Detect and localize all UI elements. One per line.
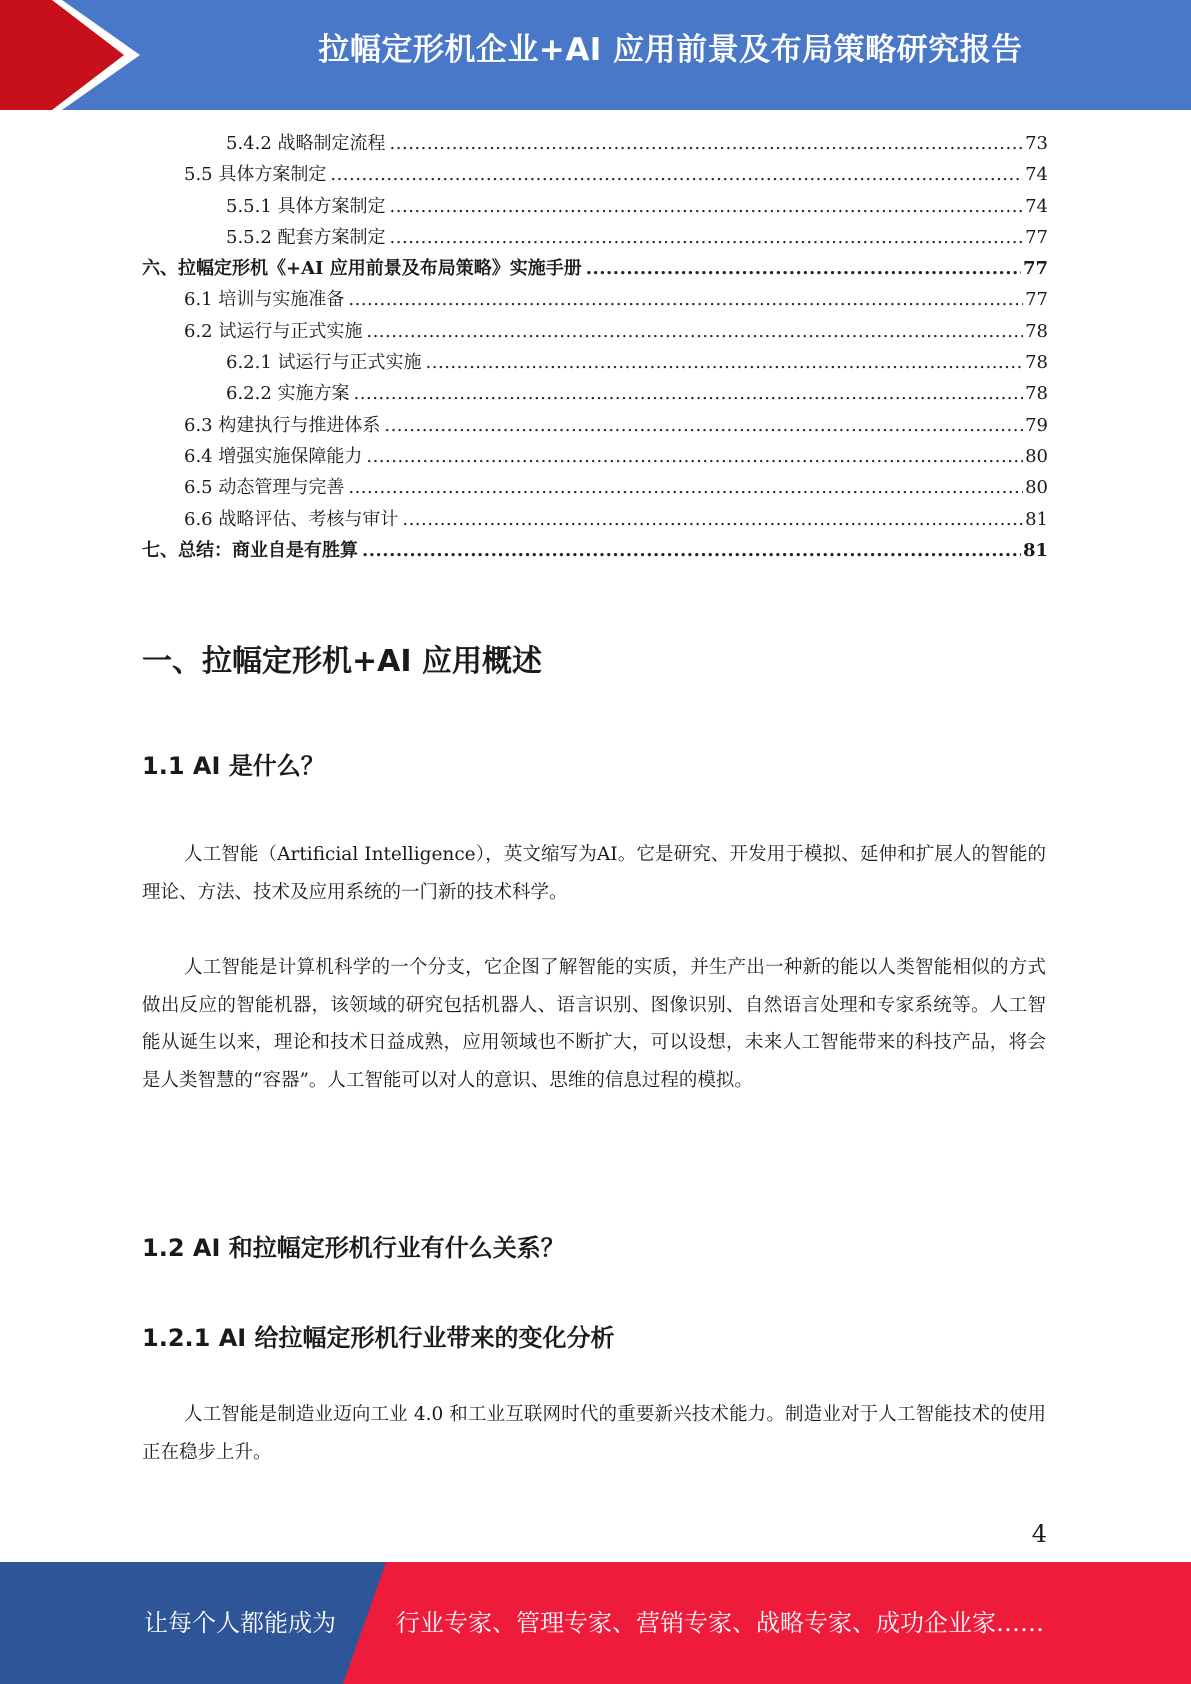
toc-entry-label: 6.3 构建执行与推进体系 (184, 414, 381, 436)
subsection-heading-1-2-1: 1.2.1 AI 给拉幅定形机行业带来的变化分析 (142, 1324, 615, 1352)
toc-dot-leader (348, 472, 1023, 503)
paragraph-ai-branch: 人工智能是计算机科学的一个分支，它企图了解智能的实质，并生产出一种新的能以人类智能相似的方式做出反应的智能机器，该领域的研究包括机器人、语言识别、图像识别、自然语言处理和专家系统等。人工智能从诞生以来，理论和技术日益成熟，应用领域也不断扩大，可以设想，未来人工智能带来的科技产品，将会是人类智慧的“容器”。人工智能可以对人的意识、思维的信息过程的模拟。 (142, 957, 1046, 1091)
toc-entry-page: 78 (1025, 383, 1048, 405)
toc-entry-page: 78 (1025, 352, 1048, 374)
toc-dot-leader (586, 253, 1021, 284)
toc-dot-leader (354, 378, 1024, 409)
toc-entry[interactable] (142, 316, 1048, 347)
toc-entry-label: 6.1 培训与实施准备 (184, 289, 345, 311)
toc-entry[interactable] (142, 504, 1048, 535)
section-heading-1: 一、拉幅定形机+AI 应用概述 (142, 644, 542, 679)
footer-slogan-left: 让每个人都能成为 (144, 1609, 336, 1637)
toc-entry-label: 六、拉幅定形机《+AI 应用前景及布局策略》实施手册 (142, 258, 582, 280)
toc-entry[interactable] (142, 284, 1048, 315)
toc-entry[interactable] (142, 253, 1048, 284)
toc-entry-label: 6.4 增强实施保障能力 (184, 445, 363, 467)
toc-entry-label: 6.2.1 试运行与正式实施 (226, 352, 422, 374)
toc-entry[interactable] (142, 378, 1048, 409)
toc-entry[interactable] (142, 128, 1048, 159)
toc-dot-leader (390, 191, 1024, 222)
toc-entry-label: 6.2.2 实施方案 (226, 383, 350, 405)
toc-entry-page: 77 (1025, 289, 1048, 311)
toc-entry[interactable] (142, 410, 1048, 441)
toc-dot-leader (362, 535, 1021, 566)
toc-dot-leader (402, 504, 1023, 535)
toc-dot-leader (366, 316, 1023, 347)
toc-entry-page: 80 (1025, 445, 1048, 467)
toc-entry-label: 6.6 战略评估、考核与审计 (184, 508, 399, 530)
toc-entry[interactable] (142, 222, 1048, 253)
toc-entry-label: 5.5.2 配套方案制定 (226, 226, 386, 248)
subsection-heading-1-1: 1.1 AI 是什么？ (142, 752, 325, 780)
toc-entry[interactable] (142, 472, 1048, 503)
toc-entry-label: 6.5 动态管理与完善 (184, 477, 345, 499)
toc-entry-label: 七、总结：商业自是有胜算 (142, 539, 358, 561)
toc-entry[interactable] (142, 535, 1048, 566)
toc-entry-page: 81 (1025, 508, 1048, 530)
toc-dot-leader (390, 128, 1024, 159)
page-header (0, 0, 1191, 110)
toc-dot-leader (330, 159, 1023, 190)
toc-entry-page: 80 (1025, 477, 1048, 499)
toc-dot-leader (426, 347, 1024, 378)
footer-slogan-right: 行业专家、管理专家、营销专家、战略专家、成功企业家…… (396, 1609, 1044, 1637)
toc-entry-label: 5.5 具体方案制定 (184, 164, 327, 186)
toc-entry[interactable] (142, 347, 1048, 378)
header-arrow-decoration (0, 0, 160, 110)
toc-entry-page: 74 (1025, 164, 1048, 186)
table-of-contents (142, 128, 1048, 566)
subsection-heading-1-2: 1.2 AI 和拉幅定形机行业有什么关系？ (142, 1234, 565, 1262)
toc-entry[interactable] (142, 159, 1048, 190)
toc-entry-label: 5.5.1 具体方案制定 (226, 195, 386, 217)
toc-entry[interactable] (142, 441, 1048, 472)
toc-entry-page: 77 (1025, 226, 1048, 248)
toc-dot-leader (390, 222, 1024, 253)
paragraph-ai-definition: 人工智能（Artificial Intelligence），英文缩写为AI。它是研究、开发用于模拟、延伸和扩展人的智能的理论、方法、技术及应用系统的一门新的技术科学。 (142, 844, 1046, 903)
header-title: 拉幅定形机企业+AI 应用前景及布局策略研究报告 (318, 32, 1023, 68)
toc-dot-leader (366, 441, 1023, 472)
toc-dot-leader (384, 410, 1023, 441)
toc-entry-page: 81 (1022, 539, 1048, 561)
toc-entry[interactable] (142, 191, 1048, 222)
toc-entry-label: 5.4.2 战略制定流程 (226, 133, 386, 154)
page-footer (0, 1562, 1191, 1684)
page-number: 4 (1031, 1520, 1047, 1548)
toc-entry-page: 78 (1025, 320, 1048, 342)
paragraph-industry-4: 人工智能是制造业迈向工业 4.0 和工业互联网时代的重要新兴技术能力。制造业对于人工智能技术的使用正在稳步上升。 (142, 1404, 1046, 1463)
toc-entry-page: 77 (1022, 258, 1048, 280)
toc-dot-leader (348, 284, 1023, 315)
toc-entry-page: 74 (1025, 195, 1048, 217)
toc-entry-label: 6.2 试运行与正式实施 (184, 320, 363, 342)
toc-entry-page: 79 (1025, 414, 1048, 436)
toc-entry-page: 73 (1025, 133, 1048, 154)
